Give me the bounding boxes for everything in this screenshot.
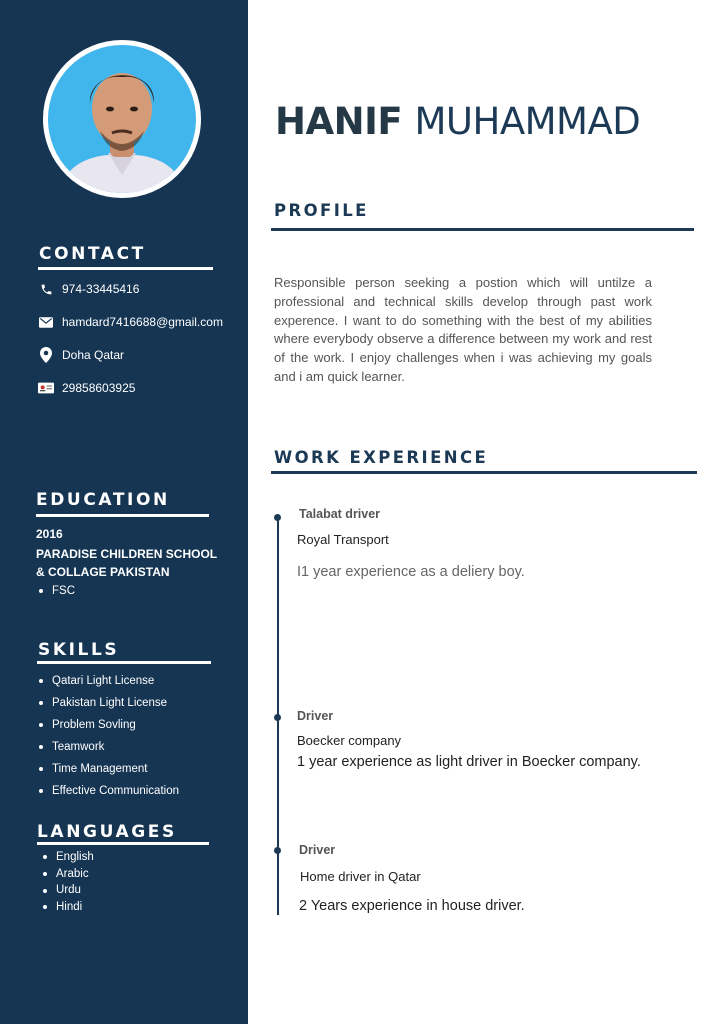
skill-item: Time Management xyxy=(36,758,179,780)
skill-item: Qatari Light License xyxy=(36,670,179,692)
skill-item: Effective Communication xyxy=(36,780,179,802)
sidebar xyxy=(0,0,248,1024)
job-description: 1 year experience as light driver in Boecker company. xyxy=(297,754,641,770)
full-name xyxy=(275,100,640,143)
contact-id xyxy=(38,379,135,397)
id-card-icon xyxy=(38,380,54,396)
profile-photo-frame xyxy=(43,40,201,198)
contact-email xyxy=(38,313,223,331)
languages-heading: LANGUAGES xyxy=(37,822,177,842)
profile-heading: PROFILE xyxy=(274,201,369,220)
skills-heading: SKILLS xyxy=(38,640,120,660)
skill-item: Problem Sovling xyxy=(36,714,179,736)
contact-location xyxy=(38,346,124,364)
timeline-dot xyxy=(274,514,281,521)
first-name: HANIF xyxy=(275,100,403,143)
job-company: Boecker company xyxy=(297,733,402,748)
email-address[interactable]: hamdard7416688@gmail.com xyxy=(62,315,223,329)
id-number: 29858603925 xyxy=(62,381,136,395)
skills-divider xyxy=(37,661,211,664)
job-title: Driver xyxy=(299,843,336,857)
contact-heading: CONTACT xyxy=(39,244,146,264)
job-description: 2 Years experience in house driver. xyxy=(299,898,525,914)
languages-list xyxy=(40,849,94,916)
timeline-dot xyxy=(274,847,281,854)
phone-number[interactable]: 974-33445416 xyxy=(62,282,140,296)
skill-item: Teamwork xyxy=(36,736,179,758)
contact-divider xyxy=(38,267,213,270)
education-divider xyxy=(36,514,209,517)
languages-divider xyxy=(37,842,209,845)
location-pin-icon xyxy=(38,347,54,363)
job-company: Royal Transport xyxy=(297,532,389,547)
contact-phone xyxy=(38,280,139,298)
job-description: I1 year experience as a deliery boy. xyxy=(297,564,525,580)
language-item: Hindi xyxy=(40,899,94,916)
education-list xyxy=(36,585,75,597)
education-school xyxy=(36,545,236,581)
job-title: Driver xyxy=(297,709,334,723)
language-item: Urdu xyxy=(40,882,94,899)
profile-photo xyxy=(48,45,196,193)
education-year: 2016 xyxy=(36,527,63,541)
timeline-dot xyxy=(274,714,281,721)
school-name-line2: & COLLAGE PAKISTAN xyxy=(36,565,170,579)
mail-icon xyxy=(38,314,54,330)
education-heading: EDUCATION xyxy=(36,490,170,510)
job-company: Home driver in Qatar xyxy=(300,869,421,884)
phone-icon xyxy=(38,281,54,297)
education-item: FSC xyxy=(36,585,75,597)
person-illustration xyxy=(48,45,196,193)
job-title: Talabat driver xyxy=(299,507,381,521)
work-experience-heading: WORK EXPERIENCE xyxy=(274,448,489,467)
language-item: Arabic xyxy=(40,866,94,883)
location-text: Doha Qatar xyxy=(62,348,125,362)
profile-divider xyxy=(271,228,694,231)
work-experience-divider xyxy=(271,471,697,474)
skill-item: Pakistan Light License xyxy=(36,692,179,714)
school-name-line1: PARADISE CHILDREN SCHOOL xyxy=(36,547,218,561)
profile-text: Responsible person seeking a postion which will untilze a professional and technical skills develop through past work experence. I want to do something with the best of my abilities where everybody observe a difference between my work and rest of the work. I enjoy challenges when i was achieving my goals and i am quick learner. xyxy=(274,275,652,384)
language-item: English xyxy=(40,849,94,866)
skills-list xyxy=(36,670,179,802)
last-name: MUHAMMAD xyxy=(414,100,641,143)
